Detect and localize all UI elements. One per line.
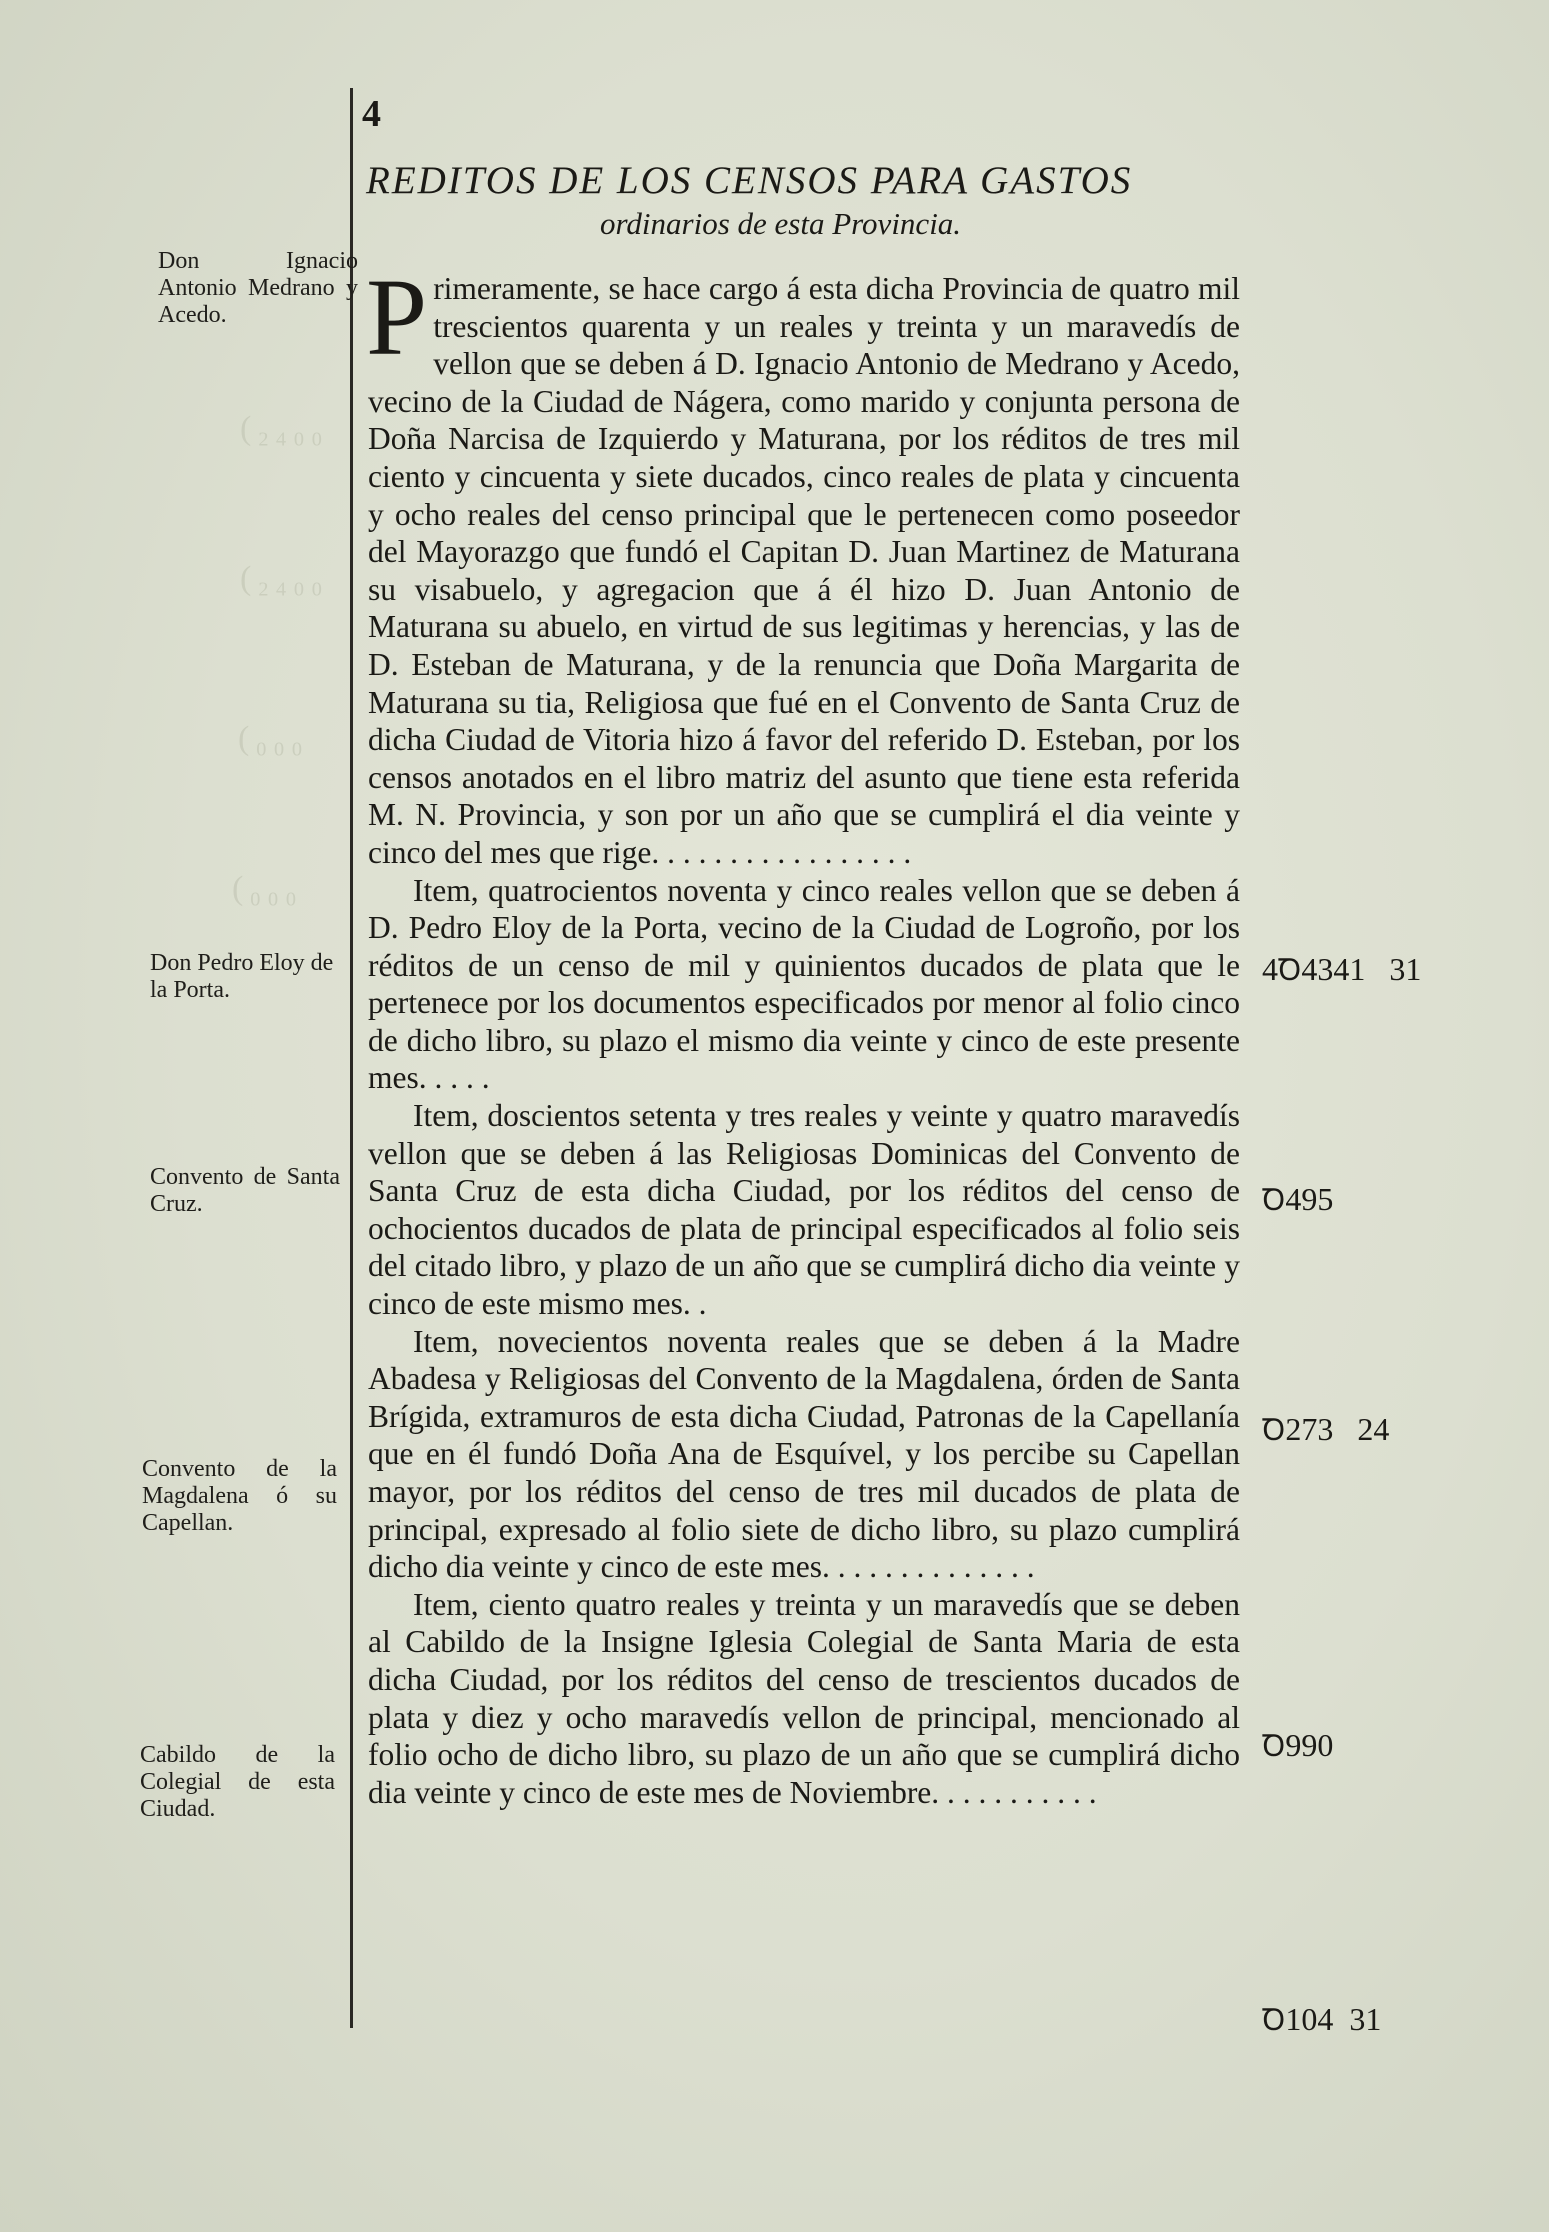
amount-medrano <box>1262 948 1421 989</box>
entry-porta <box>368 872 1240 1098</box>
margin-note-medrano: Don Ignacio Antonio Medrano y Acedo. <box>158 248 358 328</box>
margin-note-cabildo: Cabildo de la Colegial de esta Ciudad. <box>140 1742 335 1822</box>
real-symbol: Ꝺ <box>1262 1414 1286 1447</box>
amount-magdalena <box>1262 1724 1333 1765</box>
page-subheading: ordinarios de esta Provincia. <box>600 206 962 241</box>
margin-note-porta: Don Pedro Eloy de la Porta. <box>150 950 334 1003</box>
entry-text: rimeramente, se hace cargo á esta dicha Provincia de quatro mil trescientos quarenta y un reales y treinta y un maravedís de vellon que se deben á D. Ignacio Antonio de Medrano y Acedo, vecino de la Ciudad de Nágera, como marido y conjunta persona de Doña Narcisa de Izquierdo y Maturana, por los réditos de tres mil ciento y cincuenta y siete ducados, cinco reales de plata y cincuenta y ocho reales del censo principal que le pertenecen como poseedor del Mayorazgo que fundó el Capitan D. Juan Martinez de Maturana su visabuelo, y agregacion que á él hizo D. Juan Antonio de Maturana su abuelo, en virtud de sus legitimas y herencias, y las de D. Esteban de Maturana, y de la renuncia que Doña Margarita de Maturana su tia, Religiosa que fué en el Convento de Santa Cruz de dicha Ciudad de Vitoria hizo á favor del referido D. Esteban, por los censos anotados en el libro matriz del asunto que tiene esta referida M. N. Provincia, y son por un año que se cumplirá el dia veinte y cinco del mes que rige. . . . . . . . . . . . . . . . . <box>368 271 1240 870</box>
amount-santa-cruz <box>1262 1408 1389 1449</box>
show-through-mark: (₂₄₀₀ <box>240 410 329 447</box>
margin-note-santa-cruz: Convento de Santa Cruz. <box>150 1164 340 1217</box>
margin-rule <box>350 88 353 2028</box>
page-number: 4 <box>362 93 381 135</box>
real-symbol: Ꝺ <box>1278 954 1302 987</box>
show-through-mark: (₀₀₀ <box>238 720 309 757</box>
entry-text: Item, quatrocientos noventa y cinco reales vellon que se deben á D. Pedro Eloy de la Porta, vecino de la Ciudad de Logroño, por los réditos de un censo de mil y quinientos ducados de plata que le pertenece por los documentos especificados por menor al folio cinco de dicho libro, su plazo el mismo dia veinte y cinco de este presente mes. . . . . <box>368 872 1240 1096</box>
amount-maravedis: 31 <box>1349 2001 1382 2037</box>
amount-reales: 273 <box>1285 1411 1334 1447</box>
drop-cap: P <box>366 256 428 378</box>
margin-note-magdalena: Convento de la Magdalena ó su Capellan. <box>142 1456 337 1536</box>
entry-medrano <box>366 256 1240 872</box>
entry-text: Item, ciento quatro reales y treinta y un maravedís que se deben al Cabildo de la Insigne Iglesia Colegial de Santa Maria de esta dicha Ciudad, por los réditos del censo de trescientos ducados de plata y diez y ocho maravedís vellon de principal, mencionado al folio ocho de dicho libro, su plazo de un año que se cumplirá dicho dia veinte y cinco de este mes de Noviembre. . . . . . . . . . . <box>368 1586 1240 1810</box>
amount-maravedis: 24 <box>1357 1411 1390 1447</box>
amount-reales: 104 <box>1285 2001 1334 2037</box>
page-heading: REDITOS DE LOS CENSOS PARA GASTOS <box>366 159 1133 202</box>
entry-text: Item, doscientos setenta y tres reales y veinte y quatro maravedís vellon que se deben á las Religiosas Dominicas del Convento de Santa Cruz de esta dicha Ciudad, por los réditos del censo de ochocientos ducados de plata de principal especificados al folio seis del citado libro, y plazo de un año que se cumplirá dicho dia veinte y cinco de este mismo mes. . <box>368 1098 1240 1322</box>
entry-cabildo <box>368 1586 1240 1812</box>
real-symbol: Ꝺ <box>1262 1184 1286 1217</box>
body-text <box>366 256 1240 1811</box>
entry-text: Item, novecientos noventa reales que se deben á la Madre Abadesa y Religiosas del Convento de la Magdalena, órden de Santa Brígida, extramuros de esta dicha Ciudad, Patronas de la Capellanía que en él fundó Doña Ana de Esquível, y los percibe su Capellan mayor, por los réditos del censo de tres mil ducados de plata de principal, expresado al folio siete de dicho libro, su plazo cumplirá dicho dia veinte y cinco de este mes. . . . . . . . . . . . . . <box>368 1323 1240 1585</box>
amount-porta <box>1262 1178 1333 1219</box>
amount-thousands: 4 <box>1262 951 1278 987</box>
show-through-mark: (₂₄₀₀ <box>240 560 329 597</box>
real-symbol: Ꝺ <box>1262 1730 1286 1763</box>
amount-cabildo <box>1262 1998 1381 2039</box>
amount-reales: 990 <box>1285 1727 1334 1763</box>
show-through-mark: (₀₀₀ <box>232 870 303 907</box>
entry-santa-cruz <box>368 1097 1240 1323</box>
amount-maravedis: 31 <box>1389 951 1422 987</box>
amount-reales: 4341 <box>1301 951 1366 987</box>
real-symbol: Ꝺ <box>1262 2004 1286 2037</box>
entry-magdalena <box>368 1323 1240 1586</box>
amount-reales: 495 <box>1285 1181 1334 1217</box>
